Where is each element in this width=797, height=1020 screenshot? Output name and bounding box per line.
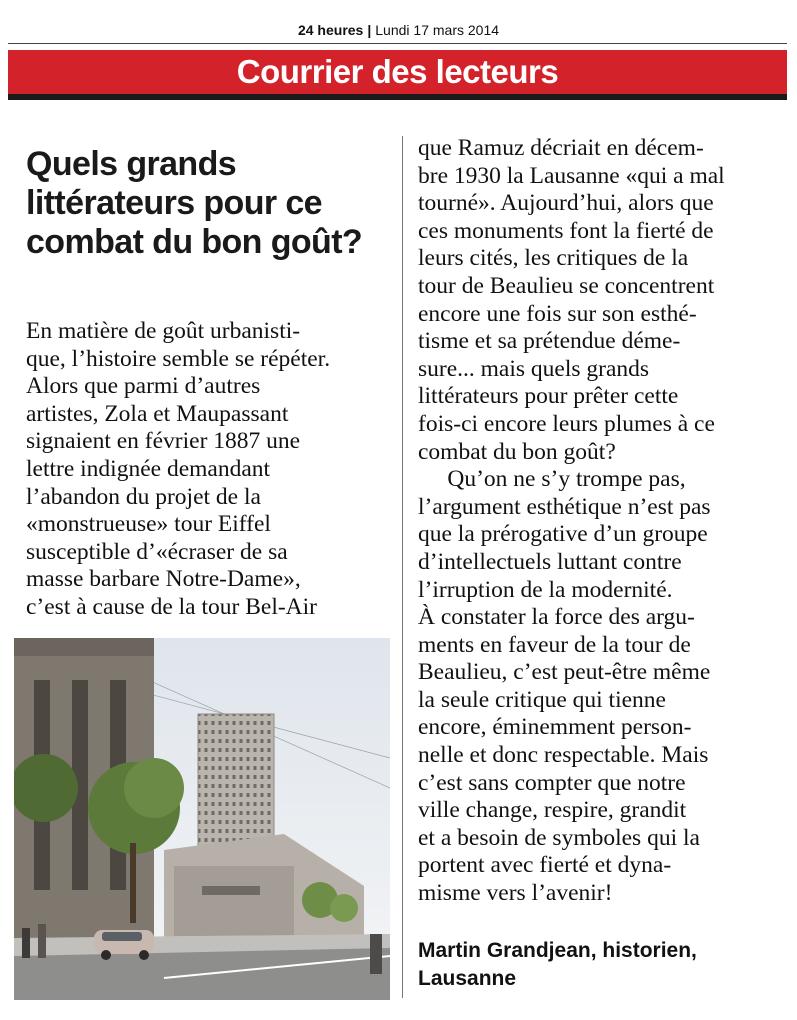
column-divider	[402, 136, 403, 998]
author-signature: Martin Grandjean, historien, Lausanne	[418, 939, 697, 990]
article-right-column: que Ramuz décriait en décem- bre 1930 la Lausanne «qui a mal tourné». Aujourd’hui, alors que ces monuments font la fierté de leurs cités, les critiques de la tour de Beaulieu se concentrent encore une fois sur son esthé- tisme et sa prétendue démе- sure... mais quels grands littérateurs pour prêter cette fois-ci encore leurs plumes à ce combat du bon goût? Qu’on ne s’y trompe pas, l’argument esthétique n’est pas que la prérogative d’un groupe d’intellectuels luttant contre l’irruption de la modernité. À constater la force des argu- ments en faveur de la tour de Beaulieu, c’est peut-être même la seule critique qui tienne encore, éminemment person- nelle et donc respectable. Mais c’est sans compter que notre ville change, respire, grandit et a besoin de symboles qui la portent avec fierté et dyna- misme vers l’avenir!	[418, 135, 725, 907]
section-title: Courrier des lecteurs	[236, 53, 559, 90]
masthead-rule	[8, 43, 787, 44]
beaulieu-tower-rendering	[14, 638, 390, 1000]
newspaper-brand: 24 heures	[297, 22, 364, 38]
masthead-separator: |	[367, 22, 372, 38]
masthead	[0, 22, 797, 38]
issue-date: Lundi 17 mars 2014	[375, 22, 500, 38]
article-photo	[14, 638, 390, 1000]
article-left-column: En matière de goût urbanisti- que, l’histoire semble se répéter. Alors que parmi d’autres artistes, Zola et Maupassant signaient en février 1887 une lettre indignée demandant l’abandon du projet de la «monstrueuse» tour Eiffel susceptible d’«écraser de sa masse barbare Notre-Dame», c’est à cause de la tour Bel-Air	[26, 318, 331, 620]
section-banner	[8, 50, 787, 100]
article-headline: Quels grands littérateurs pour ce combat du bon goût?	[26, 145, 363, 261]
